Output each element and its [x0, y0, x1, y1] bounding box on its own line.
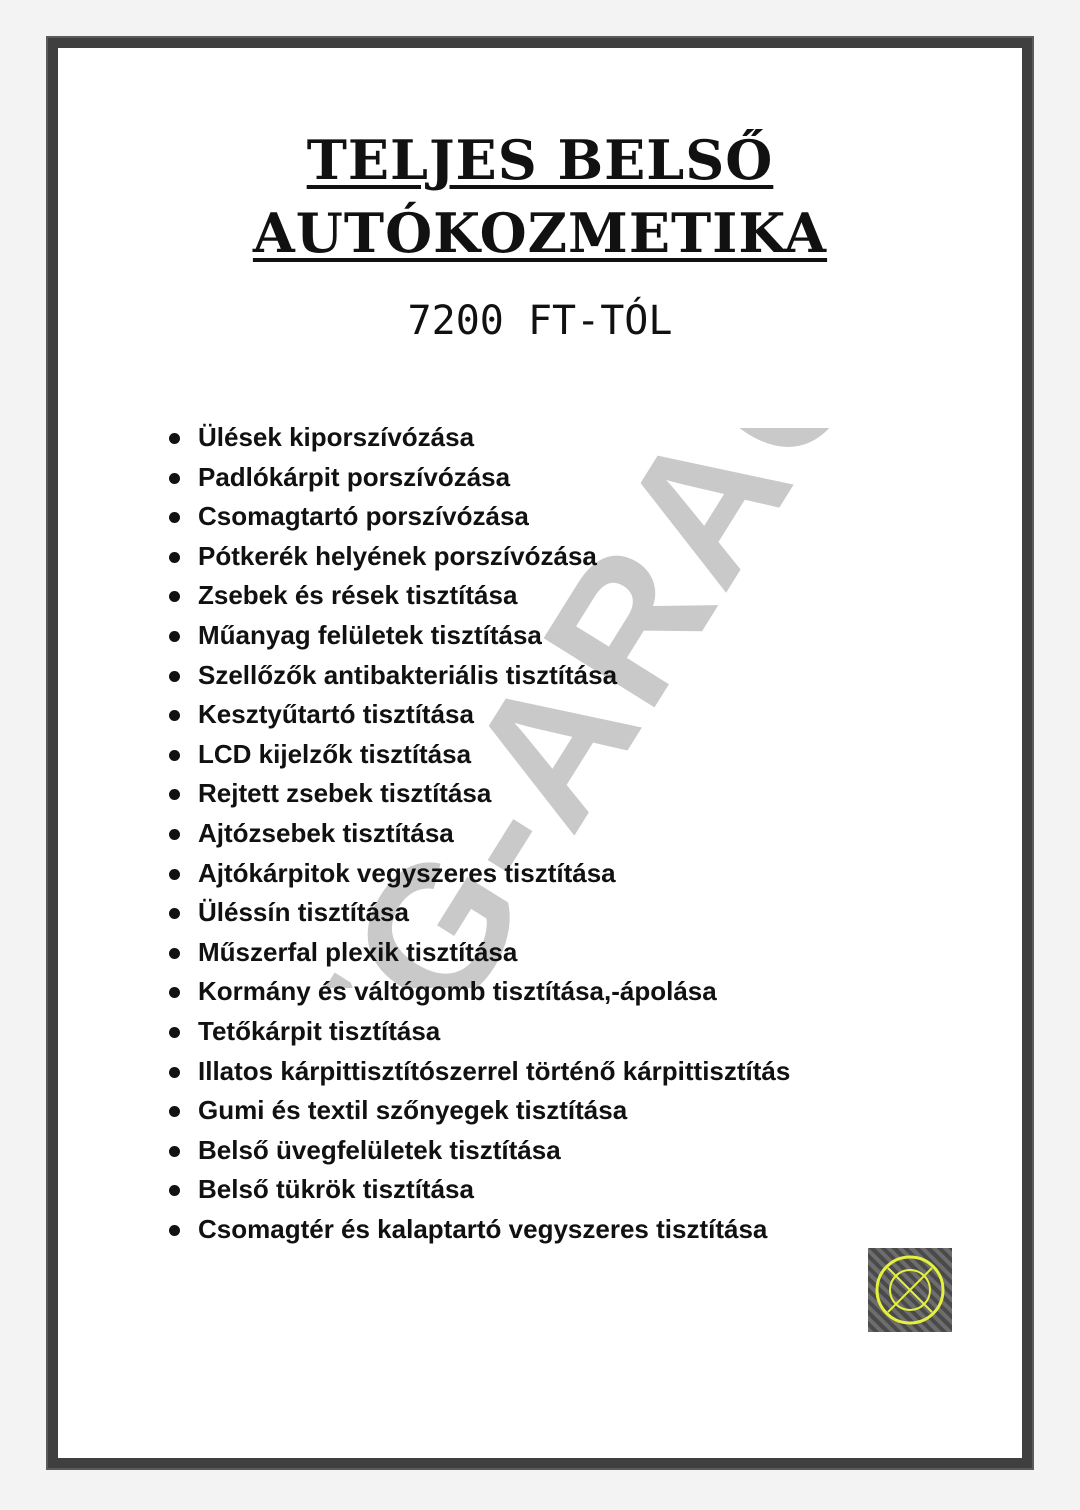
- page-title: [48, 124, 1032, 270]
- title-line-2: AUTÓKOZMETIKA: [252, 201, 828, 265]
- service-list-item: LCD kijelzők tisztítása: [166, 735, 790, 775]
- service-list-item: Padlókárpit porszívózása: [166, 458, 790, 498]
- service-list-item: Csomagtér és kalaptartó vegyszeres tisztítása: [166, 1210, 790, 1250]
- service-list-item: Kormány és váltógomb tisztítása,-ápolása: [166, 972, 790, 1012]
- service-list-item: Üléssín tisztítása: [166, 893, 790, 933]
- service-list-item: Belső tükrök tisztítása: [166, 1170, 790, 1210]
- title-line-1: TELJES BELSŐ: [306, 128, 774, 192]
- service-list-item: Kesztyűtartó tisztítása: [166, 695, 790, 735]
- service-list-item: Ajtózsebek tisztítása: [166, 814, 790, 854]
- service-list-item: Műanyag felületek tisztítása: [166, 616, 790, 656]
- service-list-item: Szellőzők antibakteriális tisztítása: [166, 656, 790, 696]
- service-list-item: Pótkerék helyének porszívózása: [166, 537, 790, 577]
- service-list-item: Ajtókárpitok vegyszeres tisztítása: [166, 854, 790, 894]
- document-page: [46, 36, 1034, 1470]
- service-list-item: Műszerfal plexik tisztítása: [166, 933, 790, 973]
- garage-logo: [868, 1248, 952, 1332]
- service-list-item: Ülések kiporszívózása: [166, 418, 790, 458]
- service-list-item: Illatos kárpittisztítószerrel történő kárpittisztítás: [166, 1052, 790, 1092]
- service-list-item: Rejtett zsebek tisztítása: [166, 774, 790, 814]
- service-list-item: Belső üvegfelületek tisztítása: [166, 1131, 790, 1171]
- service-list-item: Csomagtartó porszívózása: [166, 497, 790, 537]
- price-label: 7200 FT-TÓL: [407, 298, 673, 344]
- service-list-item: Tetőkárpit tisztítása: [166, 1012, 790, 1052]
- service-list-item: Gumi és textil szőnyegek tisztítása: [166, 1091, 790, 1131]
- service-list-item: Zsebek és rések tisztítása: [166, 576, 790, 616]
- service-list: [166, 418, 790, 1249]
